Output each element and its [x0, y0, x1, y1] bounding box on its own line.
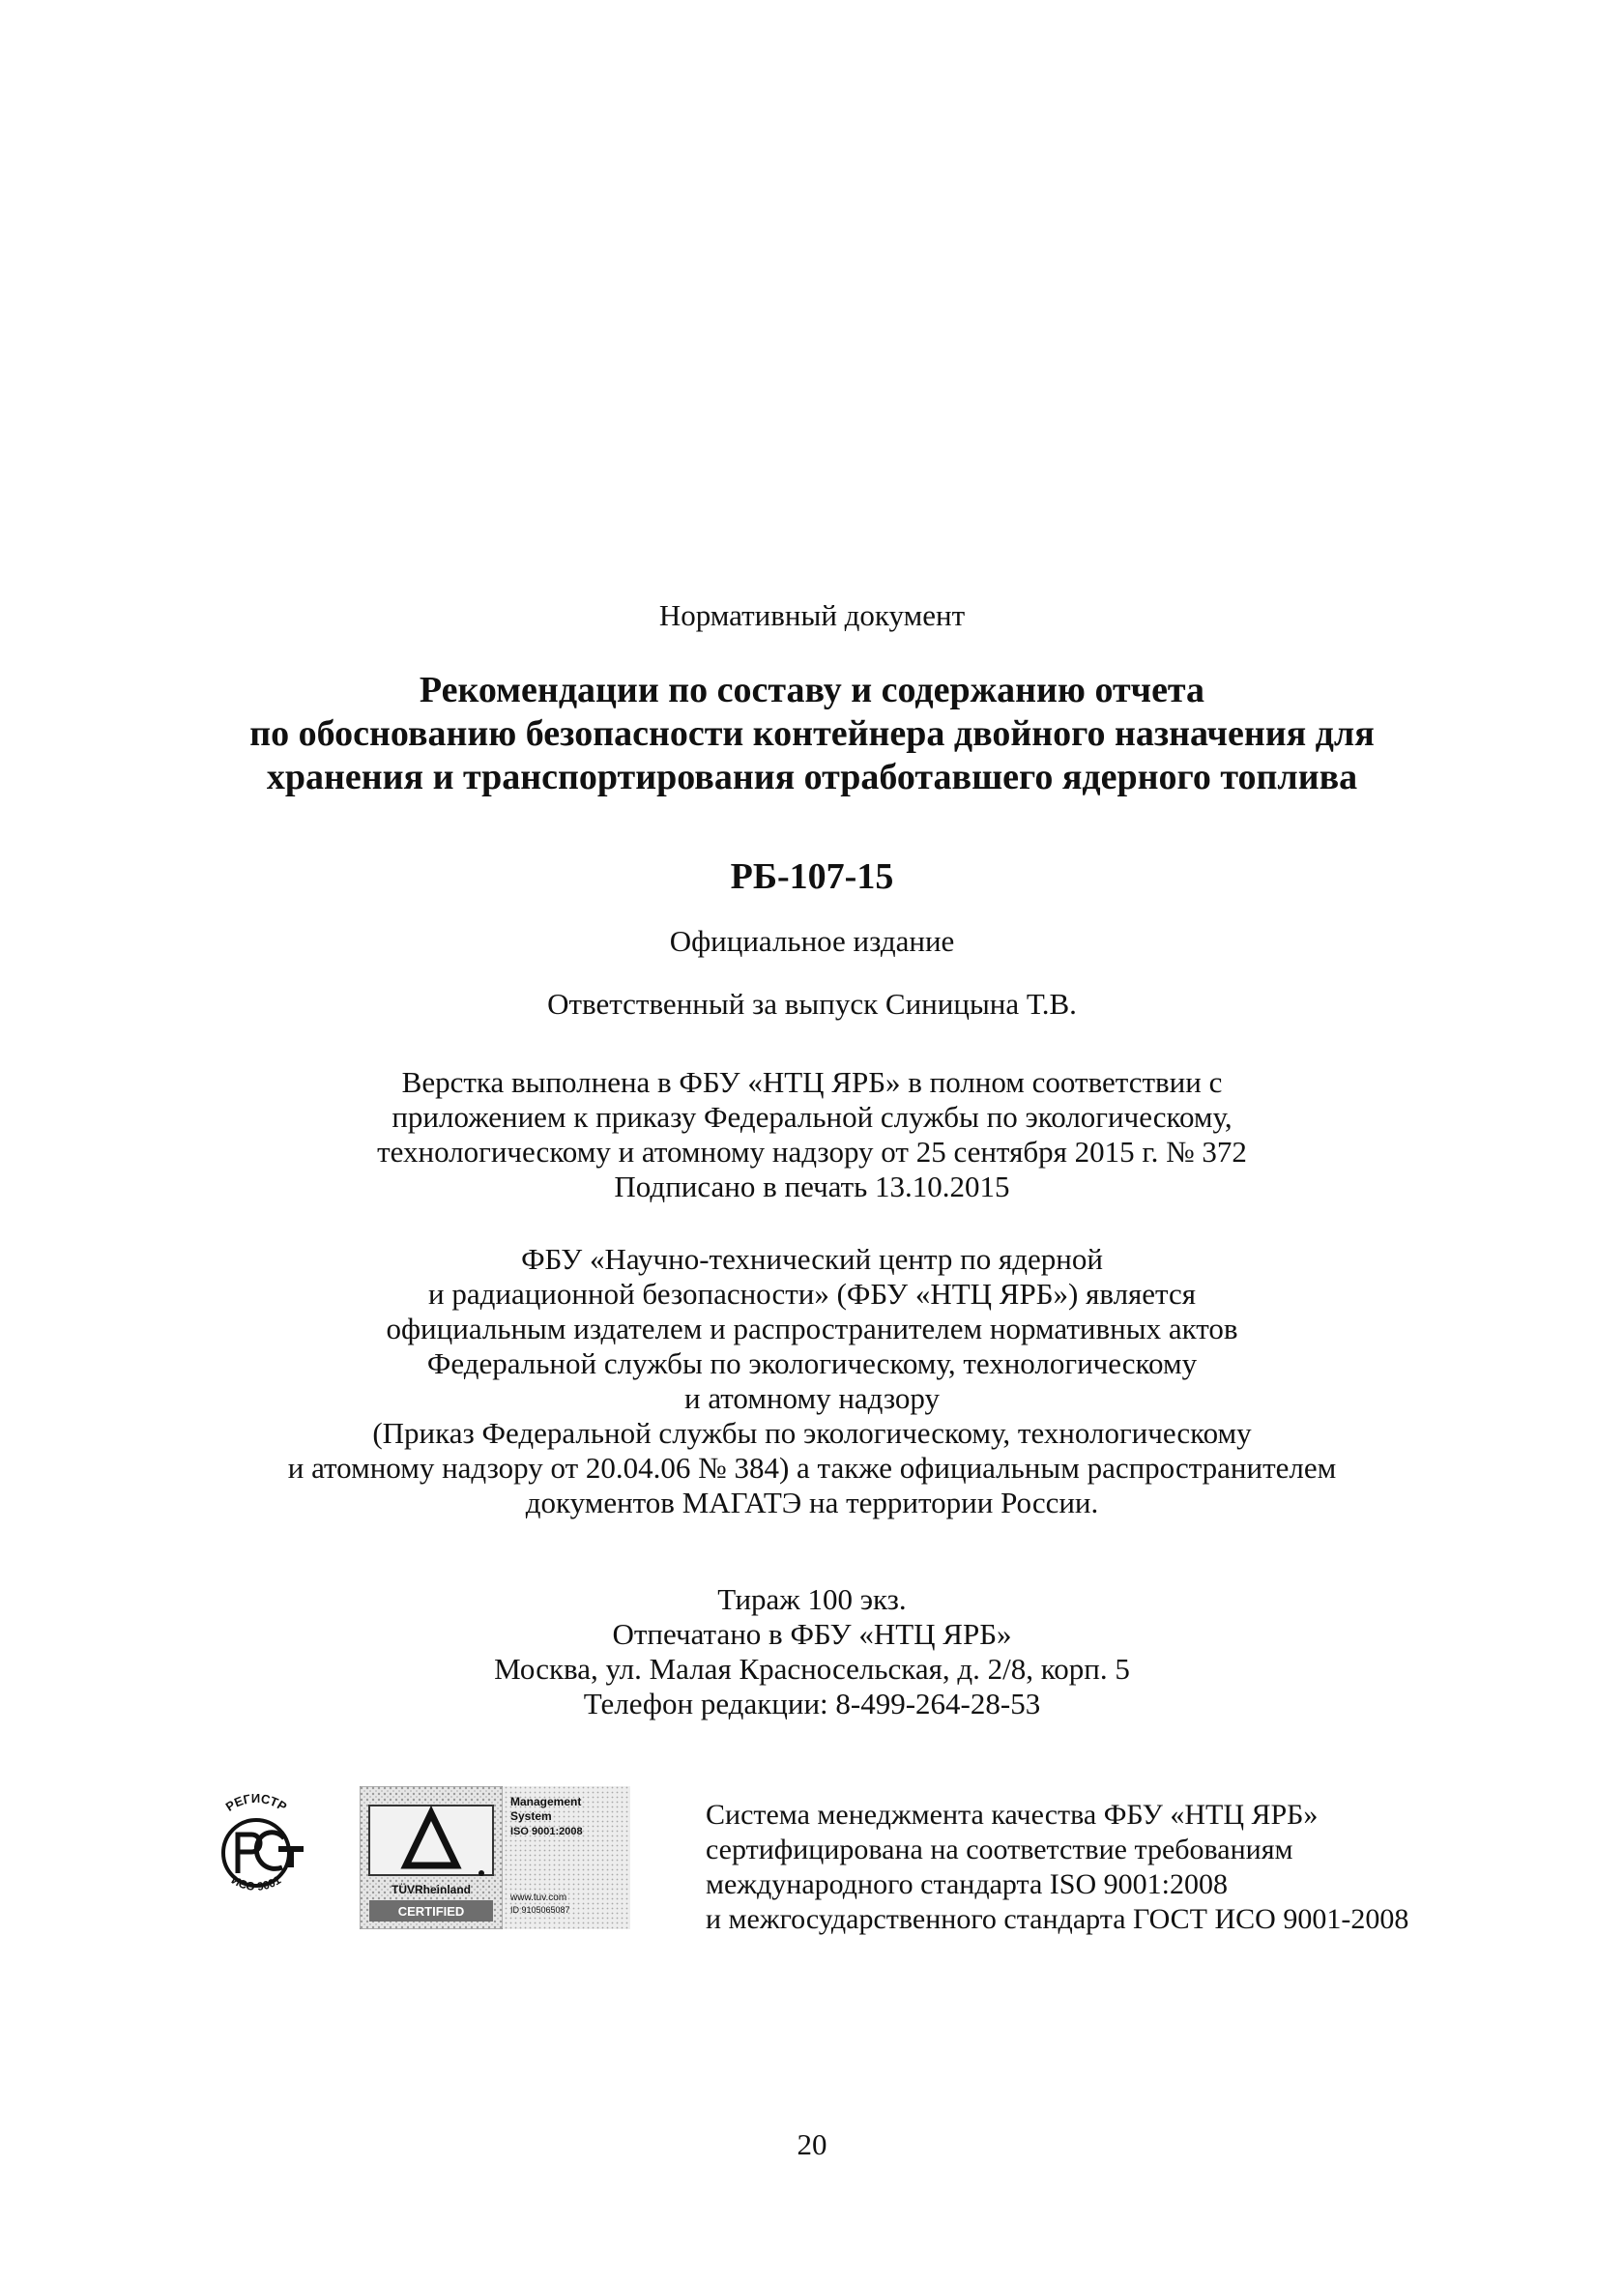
layout-note: [0, 1065, 1624, 1204]
publisher-line: (Приказ Федеральной службы по экологическому, технологическому: [372, 1416, 1252, 1450]
tuv-id-line: ID 9105065087: [510, 1905, 570, 1915]
rst-bottom-text: ИСО 9001: [228, 1872, 284, 1893]
publisher-line: Федеральной службы по экологическому, технологическому: [426, 1346, 1198, 1380]
imprint-block: [0, 1582, 1624, 1721]
tuv-brand-text: TÜVRheinland: [391, 1883, 472, 1896]
publisher-statement: [0, 1242, 1624, 1520]
document-title: [0, 669, 1624, 799]
page-number: [0, 2126, 1624, 2163]
document-code-text: РБ-107-15: [730, 856, 894, 897]
tuv-management-line: Management: [510, 1795, 582, 1808]
tuv-certified-badge: CERTIFIED: [397, 1904, 465, 1919]
document-type-text: Нормативный документ: [658, 598, 966, 632]
phone: Телефон редакции: 8-499-264-28-53: [583, 1687, 1041, 1720]
responsible-text: Ответственный за выпуск Синицына Т.В.: [547, 987, 1077, 1021]
publisher-line: официальным издателем и распространителем нормативных актов: [386, 1312, 1238, 1345]
svg-text:ИСО 9001: [229, 1873, 283, 1893]
document-type-label: [0, 597, 1624, 634]
printed-at: Отпечатано в ФБУ «НТЦ ЯРБ»: [612, 1617, 1012, 1651]
edition-text: Официальное издание: [669, 924, 955, 958]
edition-label: [0, 923, 1624, 960]
cert-line: международного стандарта ISO 9001:2008: [706, 1868, 1228, 1900]
tuv-management-line: ISO 9001:2008: [510, 1826, 583, 1837]
page-number-text: 20: [797, 2127, 827, 2161]
publisher-line: и атомному надзору от 20.04.06 № 384) а также официальным распространителем: [287, 1451, 1337, 1485]
publisher-line: ФБУ «Научно-технический центр по ядерной: [521, 1242, 1103, 1276]
title-line: Рекомендации по составу и содержанию отчета: [419, 670, 1205, 710]
publisher-line: документов МАГАТЭ на территории России.: [525, 1486, 1099, 1519]
title-line: по обоснованию безопасности контейнера двойного назначения для: [249, 713, 1375, 754]
signed-date-line: Подписано в печать 13.10.2015: [614, 1170, 1010, 1203]
print-run: Тираж 100 экз.: [717, 1582, 907, 1616]
publisher-line: и радиационной безопасности» (ФБУ «НТЦ ЯРБ») является: [428, 1277, 1196, 1311]
rst-register-logo: [193, 1790, 319, 1916]
cert-line: Система менеджмента качества ФБУ «НТЦ ЯРБ»: [706, 1799, 1319, 1831]
tuv-certified-logo: [360, 1786, 630, 1929]
certification-logos: [193, 1786, 648, 1960]
layout-note-line: Верстка выполнена в ФБУ «НТЦ ЯРБ» в полном соответствии с: [401, 1065, 1223, 1099]
cert-line: и межгосударственного стандарта ГОСТ ИСО 9001-2008: [706, 1903, 1409, 1935]
tuv-url-line: www.tuv.com: [510, 1893, 567, 1903]
document-code: [0, 854, 1624, 899]
layout-note-line: приложением к приказу Федеральной службы по экологическому,: [392, 1100, 1232, 1134]
rst-top-text: РЕГИСТР: [222, 1790, 290, 1814]
address: Москва, ул. Малая Красносельская, д. 2/8, корп. 5: [494, 1652, 1130, 1686]
layout-note-line: технологическому и атомному надзору от 25 сентября 2015 г. № 372: [377, 1135, 1247, 1169]
cert-line: сертифицирована на соответствие требованиям: [706, 1834, 1293, 1865]
svg-text:РЕГИСТР: [223, 1791, 290, 1814]
responsible-editor: [0, 986, 1624, 1023]
publisher-line: и атомному надзору: [684, 1381, 940, 1415]
tuv-management-line: System: [510, 1809, 552, 1823]
quality-system-statement: [706, 1798, 1408, 1937]
title-line: хранения и транспортирования отработавшего ядерного топлива: [266, 757, 1358, 797]
